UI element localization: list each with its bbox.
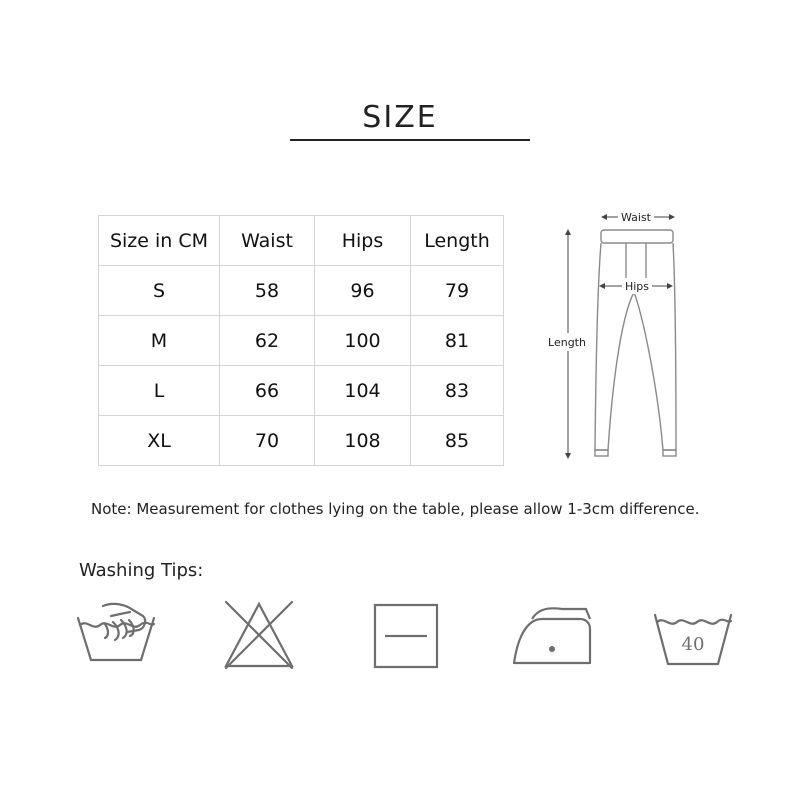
cell-hips: 100 bbox=[315, 316, 411, 366]
table-row bbox=[99, 316, 504, 366]
hand-wash-icon bbox=[75, 598, 157, 673]
title-underline bbox=[290, 139, 530, 141]
hips-label: Hips bbox=[624, 280, 650, 293]
size-table bbox=[98, 215, 504, 466]
cell-hips: 104 bbox=[315, 366, 411, 416]
cell-size: L bbox=[99, 366, 220, 416]
pants-diagram bbox=[538, 200, 698, 465]
table-row bbox=[99, 266, 504, 316]
table-header-row bbox=[99, 216, 504, 266]
cell-length: 83 bbox=[411, 366, 504, 416]
cell-length: 81 bbox=[411, 316, 504, 366]
pants-outline bbox=[595, 230, 676, 456]
header-size: Size in CM bbox=[99, 216, 220, 266]
header-waist: Waist bbox=[220, 216, 315, 266]
table-row bbox=[99, 416, 504, 466]
cell-size: M bbox=[99, 316, 220, 366]
wash-temp-label: 40 bbox=[681, 634, 705, 655]
page-title: SIZE bbox=[362, 100, 438, 135]
cell-length: 79 bbox=[411, 266, 504, 316]
dry-flat-icon bbox=[373, 603, 439, 669]
cell-size: S bbox=[99, 266, 220, 316]
cell-hips: 108 bbox=[315, 416, 411, 466]
waist-label: Waist bbox=[620, 211, 652, 224]
cell-hips: 96 bbox=[315, 266, 411, 316]
cell-waist: 66 bbox=[220, 366, 315, 416]
cell-length: 85 bbox=[411, 416, 504, 466]
iron-low-heat-icon bbox=[510, 605, 594, 667]
header-hips: Hips bbox=[315, 216, 411, 266]
washing-tips-title: Washing Tips: bbox=[79, 560, 204, 581]
header-length: Length bbox=[411, 216, 504, 266]
cell-waist: 70 bbox=[220, 416, 315, 466]
wash-40-icon bbox=[652, 612, 734, 668]
cell-waist: 58 bbox=[220, 266, 315, 316]
do-not-bleach-icon bbox=[222, 600, 296, 670]
length-label: Length bbox=[548, 336, 586, 349]
measurement-note: Note: Measurement for clothes lying on the table, please allow 1-3cm difference. bbox=[91, 500, 700, 518]
cell-waist: 62 bbox=[220, 316, 315, 366]
table-row bbox=[99, 366, 504, 416]
cell-size: XL bbox=[99, 416, 220, 466]
